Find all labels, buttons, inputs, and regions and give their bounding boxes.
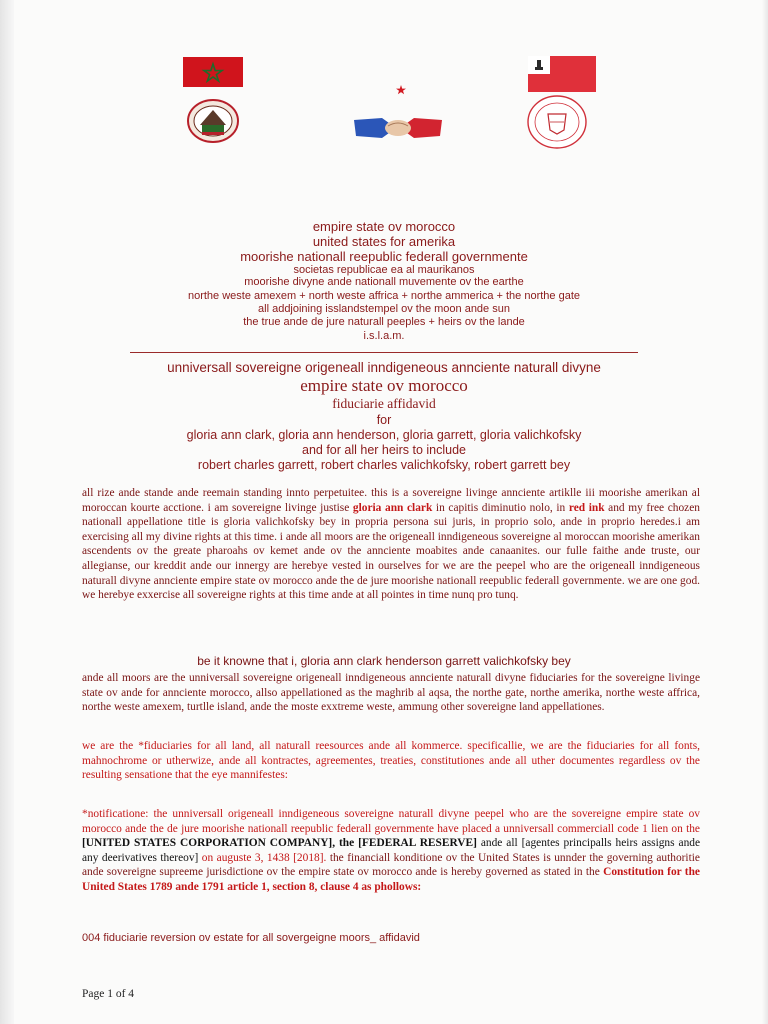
header-line-2: united states for amerika xyxy=(312,234,456,249)
p1-text-c: and my free chozen nationall appellatione title is gloria valichkofsky bey in propria persona sui juris, in proprio solo, ande in proprio heredes.i am exercising all my divine rights at this time. i ande all moors are the origeneall inndigeneous sovereigne al moroccan moorishe amerikan ascendents ov the greate pharoahs ov kemet ande ov the annciente moabites ande canaanites. our fulle faithe ande truste, our allegianse, our kreddit ande our innergy are herebye vested in ourselves for we are the peepel who are the origeneall inndigeneous naturall divyne annciente empire state ov morocco ande the de jure moorishe nationall reepublic federall governmente. we are one god. we herebye exxercise all sovereigne rights at this time ande at all pointes in time nunq pro tunq. xyxy=(82,501,700,602)
header-line-5: moorishe divyne ande nationall muvemente ov the earthe xyxy=(244,276,524,288)
p4-the: , the xyxy=(332,837,359,850)
p1-text-a: all rize ande stande ande reemain standing innto perpetuitee. this is a sovereigne livinge annciente artiklle iii moorishe amerikan al moroccan kourte acctione. i am sovereigne livinge justise xyxy=(82,487,700,514)
p4-fed: [FEDERAL RESERVE] xyxy=(358,837,477,850)
crescent-icon xyxy=(380,80,422,112)
header-line-6: northe weste amexem + north weste affrica + northe ammerica + the northe gate xyxy=(187,290,581,302)
header-line-7: all addjoining isslandstempel ov the moon ande sun xyxy=(258,303,510,315)
title-line-1: unniversall sovereigne origeneall inndigeneous annciente naturall divyne xyxy=(167,360,601,375)
seal-right-icon xyxy=(526,94,588,150)
header-line-1: empire state ov morocco xyxy=(312,219,456,234)
header-line-4: societas republicae ea al maurikanos xyxy=(293,264,475,276)
p4-text-e: the financiall konditione ov the United States is unnder the governing authoritie ande sovereigne supreeme jurisdictione ov the empire state ov morocco ande is hereby governed as stated in the xyxy=(82,851,700,879)
flag-right-icon xyxy=(528,56,596,92)
header-line-3: moorishe nationall reepublic federall governmente xyxy=(240,249,528,264)
handshake-icon xyxy=(352,114,444,142)
header-divider xyxy=(130,352,638,353)
paragraph-4 xyxy=(82,807,700,895)
p4-ucc: [UNITED STATES CORPORATION COMPANY] xyxy=(82,837,333,850)
p1-text-b: in capitis diminutio nolo, in xyxy=(432,501,569,514)
title-line-7: robert charles garrett, robert charles valichkofsky, robert garrett bey xyxy=(197,458,571,472)
p4-constitution: Constitution for the United States 1789 ande 1791 article 1, section 8, clause 4 as phollows: xyxy=(82,866,700,893)
p1-red-ink: red ink xyxy=(568,501,605,514)
scan-right-edge xyxy=(762,0,768,1024)
title-line-6: and for all her heirs to include xyxy=(302,443,466,457)
title-line-4: for xyxy=(376,413,392,427)
seal-left-icon xyxy=(186,98,240,144)
scan-left-edge xyxy=(0,0,14,1024)
title-line-5: gloria ann clark, gloria ann henderson, gloria garrett, gloria valichkofsky xyxy=(186,428,582,442)
p1-name: gloria ann clark xyxy=(352,501,433,514)
paragraph-3: we are the *fiduciaries for all land, all naturall reesources ande all kommerce. specificallie, we are the fiduciaries for all fonts, mahnochrome or utherwize, ande all kontractes, agreementes, treaties, constitutiones ande all uther documentes regardless ov the resulting sensatione that the eye mannifestes: xyxy=(82,740,700,782)
page-number: Page 1 of 4 xyxy=(82,988,135,1000)
paragraph-2: ande all moors are the unniversall sovereigne origeneall inndigeneous annciente naturall divyne fiduciaries for the sovereigne livinge state ov ande for annciente morocco, allso appellationed as the maghrib al aqsa, the northe gate, northe amerika, northe weste affrica, northe weste amexem, turtlle island, ande the moste exxtreme weste, ammung other sovereigne land appellationes. xyxy=(82,672,700,714)
p4-text-d: ande all [agentes principalls heirs assigns ande any deerivatives thereov] xyxy=(82,837,701,864)
title-line-3: fiduciarie affidavid xyxy=(332,396,436,411)
p4-text-a: *notificatione: the unniversall origeneall inndigeneous sovereigne naturall divyne peepel who are the sovereigne empire state ov morocco ande the de jure moorishe nationall reepublic federall governmente have placed a unniversall commerciall code 1 lien on the xyxy=(82,808,700,835)
document-footer-title: 004 fiduciarie reversion ov estate for all sovergeigne moors_ affidavid xyxy=(82,932,420,944)
p4-date: on auguste 3, 1438 [2018]. xyxy=(201,851,327,864)
be-it-knowne-line: be it knowne that i, gloria ann clark henderson garrett valichkofsky bey xyxy=(197,654,571,668)
morocco-flag-icon xyxy=(183,57,243,87)
header-line-8: the true ande de jure naturall peeples + heirs ov the lande xyxy=(243,316,525,328)
paragraph-1 xyxy=(82,486,700,603)
title-line-2: empire state ov morocco xyxy=(300,376,468,395)
header-line-9: i.s.l.a.m. xyxy=(363,330,405,342)
